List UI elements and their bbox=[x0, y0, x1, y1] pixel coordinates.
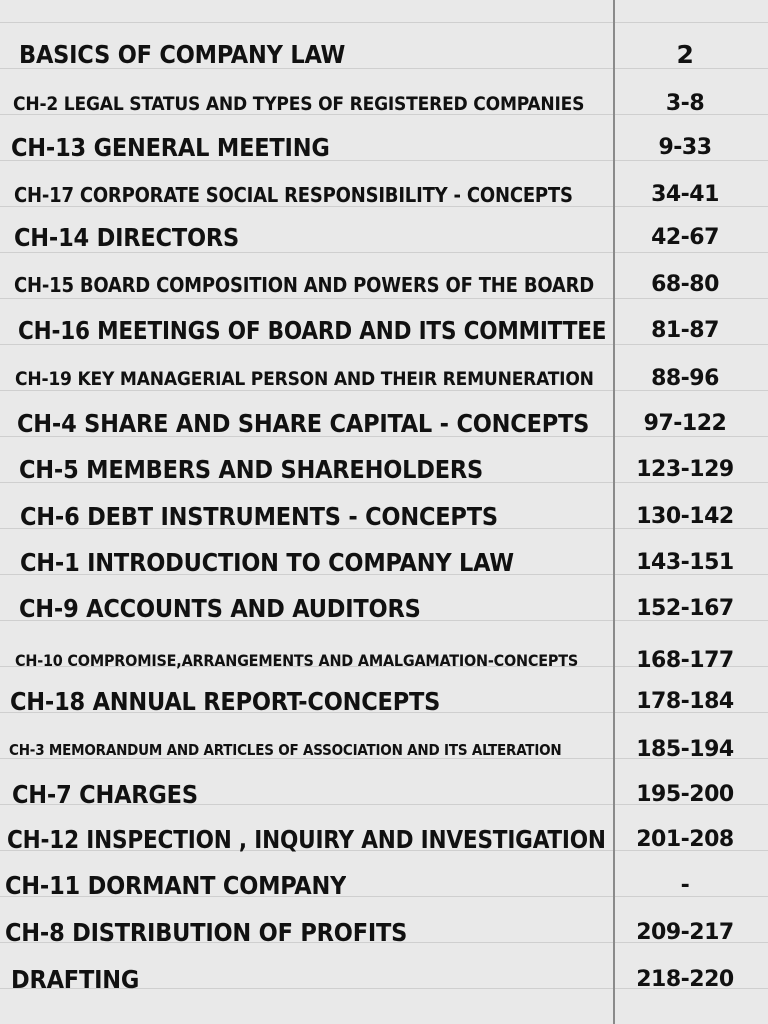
index-row bbox=[0, 265, 768, 305]
index-row bbox=[0, 128, 768, 168]
page-range: 88-96 bbox=[651, 366, 719, 391]
index-row bbox=[0, 359, 768, 399]
topic-label: CH-9 ACCOUNTS AND AUDITORS bbox=[19, 594, 421, 623]
index-row bbox=[0, 450, 768, 490]
topic-label: CH-1 INTRODUCTION TO COMPANY LAW bbox=[20, 548, 514, 577]
index-row bbox=[0, 775, 768, 815]
topic-label: CH-14 DIRECTORS bbox=[14, 223, 240, 252]
topic-label: CH-7 CHARGES bbox=[12, 780, 198, 809]
page-range: 168-177 bbox=[636, 648, 734, 673]
index-row bbox=[0, 730, 768, 770]
topic-label: BASICS OF COMPANY LAW bbox=[19, 40, 346, 69]
topic-label: CH-18 ANNUAL REPORT-CONCEPTS bbox=[10, 687, 441, 716]
topic-label: DRAFTING bbox=[11, 965, 140, 994]
page-range: 34-41 bbox=[651, 182, 719, 207]
topic-label: CH-15 BOARD COMPOSITION AND POWERS OF THE BOARD bbox=[14, 273, 595, 297]
index-row bbox=[0, 84, 768, 124]
index-row bbox=[0, 682, 768, 722]
topic-label: CH-12 INSPECTION , INQUIRY AND INVESTIGATION bbox=[7, 825, 606, 854]
page-range: 123-129 bbox=[636, 457, 734, 482]
page-range: 68-80 bbox=[651, 272, 719, 297]
page-range: 218-220 bbox=[636, 967, 734, 992]
topic-label: CH-3 MEMORANDUM AND ARTICLES OF ASSOCIATION AND ITS ALTERATION bbox=[9, 741, 562, 759]
index-row bbox=[0, 497, 768, 537]
topic-label: CH-11 DORMANT COMPANY bbox=[5, 871, 347, 900]
index-row bbox=[0, 913, 768, 953]
topic-label: CH-8 DISTRIBUTION OF PROFITS bbox=[5, 918, 408, 947]
page-range: 42-67 bbox=[651, 225, 719, 250]
index-row bbox=[0, 641, 768, 681]
index-row bbox=[0, 175, 768, 215]
page-range: 81-87 bbox=[651, 318, 719, 343]
page-range: 152-167 bbox=[636, 596, 734, 621]
index-row bbox=[0, 820, 768, 860]
index-row bbox=[0, 589, 768, 629]
page-range: 178-184 bbox=[636, 689, 734, 714]
topic-label: CH-10 COMPROMISE,ARRANGEMENTS AND AMALGAMATION-CONCEPTS bbox=[15, 651, 579, 670]
page-range: 3-8 bbox=[665, 91, 705, 116]
page-range: 185-194 bbox=[636, 737, 734, 762]
index-row bbox=[0, 543, 768, 583]
topic-label: CH-5 MEMBERS AND SHAREHOLDERS bbox=[19, 455, 484, 484]
topic-label: CH-17 CORPORATE SOCIAL RESPONSIBILITY - CONCEPTS bbox=[14, 183, 573, 207]
topic-label: CH-16 MEETINGS OF BOARD AND ITS COMMITTEE bbox=[18, 316, 607, 345]
topic-label: CH-4 SHARE AND SHARE CAPITAL - CONCEPTS bbox=[17, 409, 590, 438]
page-range: - bbox=[680, 873, 690, 898]
page-range: 9-33 bbox=[658, 135, 712, 160]
index-row bbox=[0, 404, 768, 444]
index-row bbox=[0, 960, 768, 1000]
page-range: 2 bbox=[676, 40, 694, 69]
page-range: 130-142 bbox=[636, 504, 734, 529]
page-range: 97-122 bbox=[643, 411, 727, 436]
topic-label: CH-13 GENERAL MEETING bbox=[11, 133, 330, 162]
page-range: 201-208 bbox=[636, 827, 734, 852]
index-row bbox=[0, 218, 768, 258]
topic-label: CH-6 DEBT INSTRUMENTS - CONCEPTS bbox=[20, 502, 498, 531]
topic-label: CH-19 KEY MANAGERIAL PERSON AND THEIR REMUNERATION bbox=[15, 368, 594, 390]
page-range: 143-151 bbox=[636, 550, 734, 575]
topic-label: CH-2 LEGAL STATUS AND TYPES OF REGISTERED COMPANIES bbox=[13, 93, 585, 115]
index-row bbox=[0, 35, 768, 75]
page-range: 195-200 bbox=[636, 782, 734, 807]
index-row bbox=[0, 311, 768, 351]
page-range: 209-217 bbox=[636, 920, 734, 945]
index-row bbox=[0, 866, 768, 906]
